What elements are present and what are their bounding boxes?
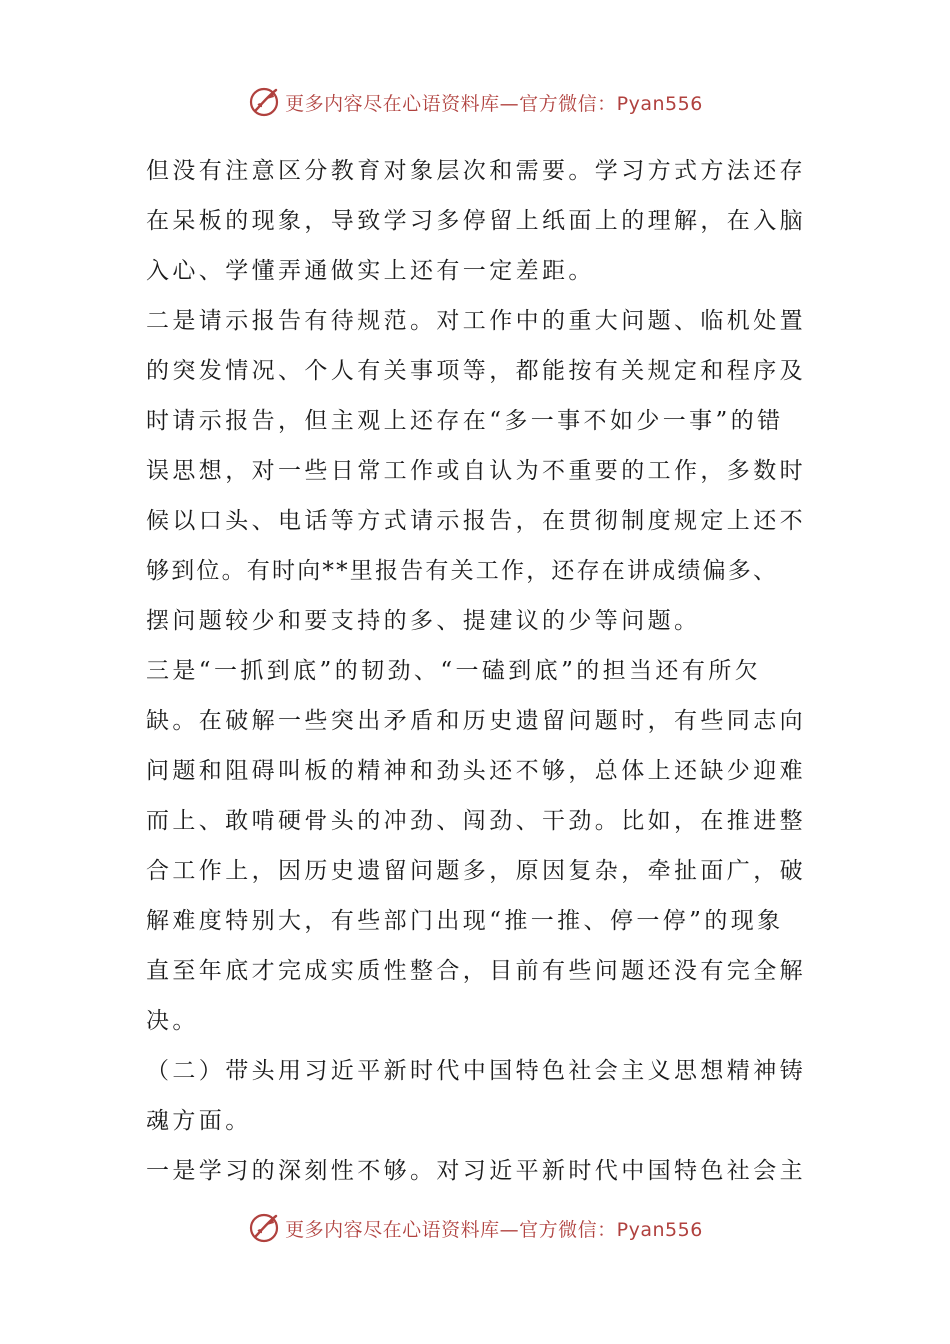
- section-heading: 魂方面。: [146, 1108, 252, 1134]
- text-line: 摆问题较少和要支持的多、提建议的少等问题。: [146, 608, 701, 634]
- quill-seal-icon: [247, 85, 281, 119]
- text-line: 够到位。有时向**里报告有关工作，还存在讲成绩偏多、: [146, 558, 779, 584]
- text-line: 的突发情况、个人有关事项等，都能按有关规定和程序及: [146, 358, 806, 384]
- footer-watermark-banner: [0, 1208, 950, 1248]
- text-line: 问题和阻碍叫板的精神和劲头还不够，总体上还缺少迎难: [146, 758, 806, 784]
- quill-seal-icon: [247, 1211, 281, 1245]
- section-heading: （二）带头用习近平新时代中国特色社会主义思想精神铸: [146, 1058, 806, 1084]
- banner-text: 更多内容尽在心语资料库—官方微信：Pyan556: [285, 92, 703, 115]
- banner-text: 更多内容尽在心语资料库—官方微信：Pyan556: [285, 1218, 703, 1241]
- text-line: 直至年底才完成实质性整合，目前有些问题还没有完全解: [146, 958, 806, 984]
- text-line: 而上、敢啃硬骨头的冲劲、闯劲、干劲。比如，在推进整: [146, 808, 806, 834]
- text-line: 三是“一抓到底”的韧劲、“一磕到底”的担当还有所欠: [146, 658, 762, 684]
- text-line: 入心、学懂弄通做实上还有一定差距。: [146, 258, 595, 284]
- text-line: 合工作上，因历史遗留问题多，原因复杂，牵扯面广，破: [146, 858, 806, 884]
- text-line: 二是请示报告有待规范。对工作中的重大问题、临机处置: [146, 308, 806, 334]
- text-line: 决。: [146, 1008, 199, 1034]
- text-line: 在呆板的现象，导致学习多停留上纸面上的理解，在入脑: [146, 208, 806, 234]
- header-watermark-banner: [0, 82, 950, 122]
- text-line: 解难度特别大，有些部门出现“推一推、停一停”的现象: [146, 908, 784, 934]
- text-line: 但没有注意区分教育对象层次和需要。学习方式方法还存: [146, 158, 806, 184]
- text-line: 时请示报告，但主观上还存在“多一事不如少一事”的错: [146, 408, 784, 434]
- document-body: [146, 146, 808, 1196]
- text-line: 误思想，对一些日常工作或自认为不重要的工作，多数时: [146, 458, 806, 484]
- text-line: 一是学习的深刻性不够。对习近平新时代中国特色社会主: [146, 1158, 806, 1184]
- text-line: 缺。在破解一些突出矛盾和历史遗留问题时，有些同志向: [146, 708, 806, 734]
- text-line: 候以口头、电话等方式请示报告，在贯彻制度规定上还不: [146, 508, 806, 534]
